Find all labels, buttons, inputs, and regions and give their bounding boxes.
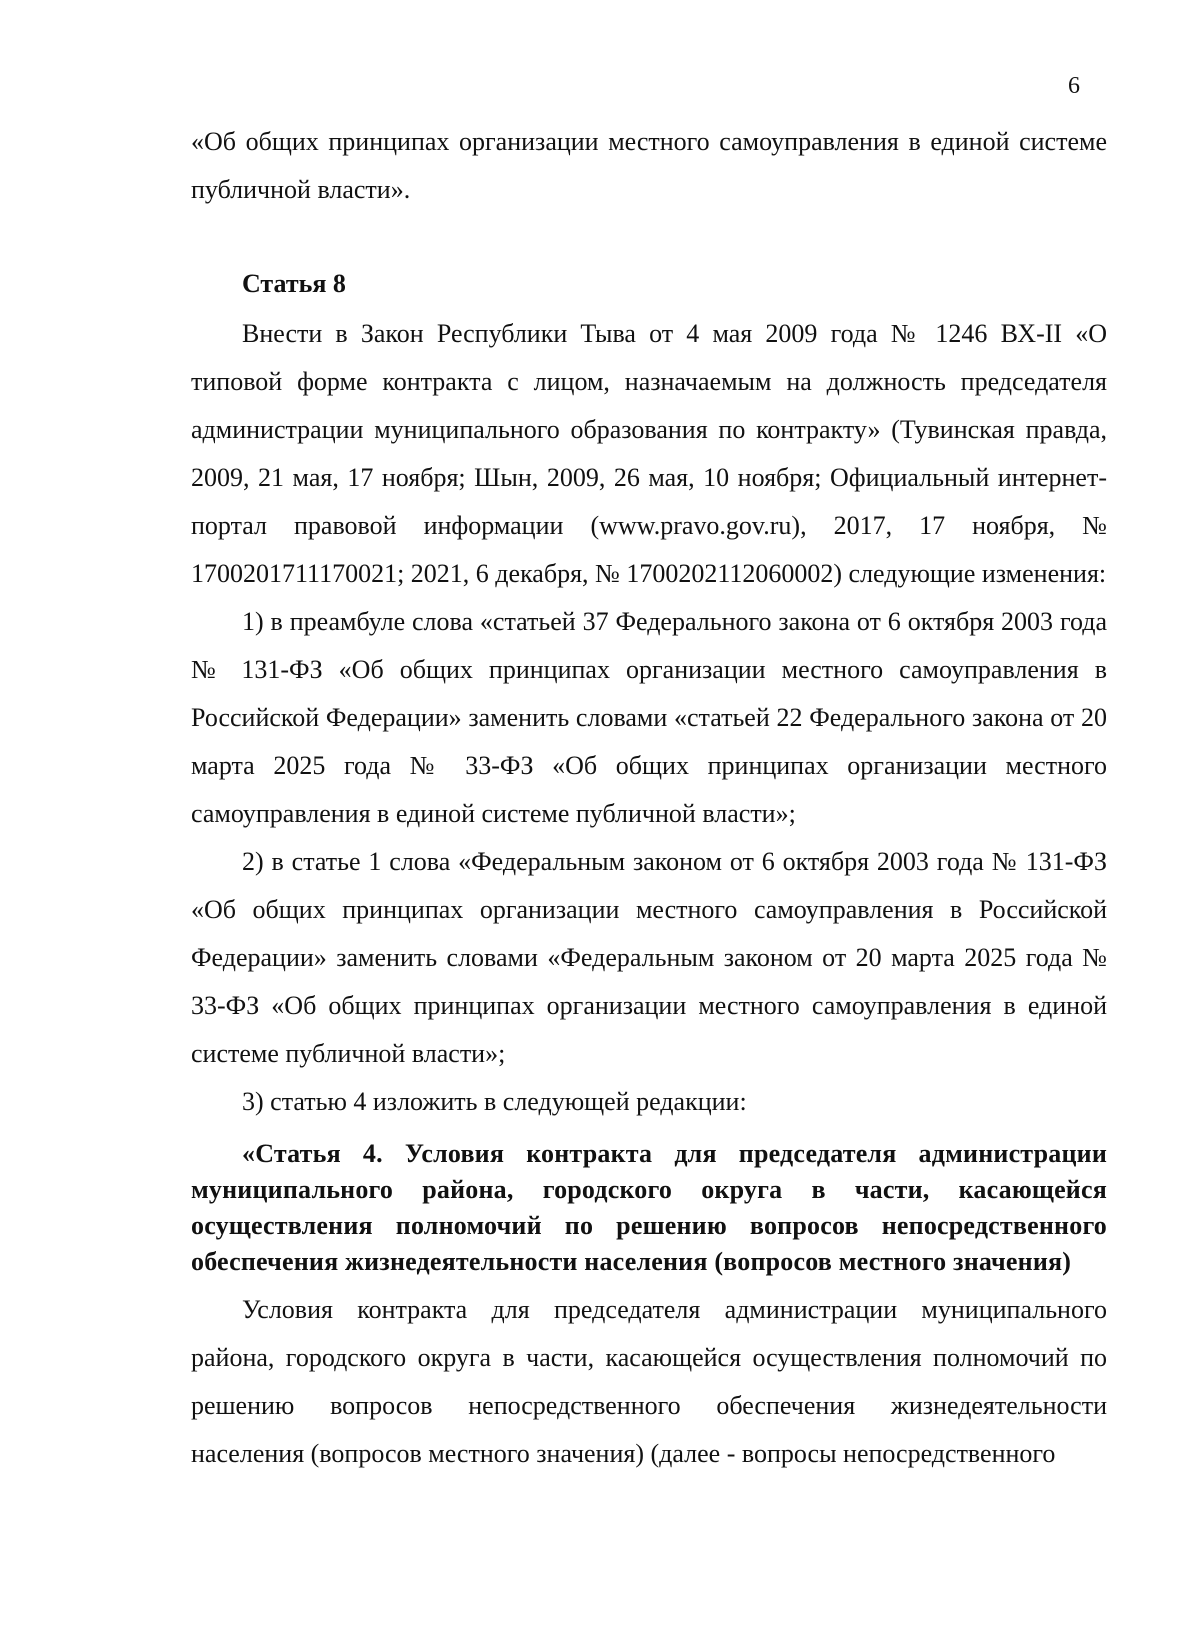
- page-number: 6: [1068, 73, 1080, 99]
- continuation-paragraph: «Об общих принципах организации местного самоуправления в единой системе публичной власти».: [191, 127, 1107, 204]
- article-heading: Статья 8: [242, 269, 346, 298]
- amendment-item-3: 3) статью 4 изложить в следующей редакции:: [242, 1087, 747, 1116]
- document-body: [191, 118, 1107, 1478]
- new-article-heading: «Статья 4. Условия контракта для председателя администрации муниципального района, городского округа в части, касающейся осуществления полномочий по решению вопросов непосредственного обеспечения жизнедеятельности населения (вопросов местного значения): [191, 1139, 1107, 1276]
- new-article-paragraph: Условия контракта для председателя администрации муниципального района, городского округа в части, касающейся осуществления полномочий по решению вопросов непосредственного обеспечения жизнедеятельности населения (вопросов местного значения) (далее - вопросы непосредственного: [191, 1295, 1107, 1468]
- amendment-item-1: 1) в преамбуле слова «статьей 37 Федерального закона от 6 октября 2003 года № 131-ФЗ «Об общих принципах организации местного самоуправления в Российской Федерации» заменить словами «статьей 22 Федерального закона от 20 марта 2025 года № 33-ФЗ «Об общих принципах организации местного самоуправления в единой системе публичной власти»;: [191, 607, 1107, 828]
- amendment-item-2: 2) в статье 1 слова «Федеральным законом от 6 октября 2003 года № 131-ФЗ «Об общих принципах организации местного самоуправления в Российской Федерации» заменить словами «Федеральным законом от 20 марта 2025 года № 33-ФЗ «Об общих принципах организации местного самоуправления в единой системе публичной власти»;: [191, 847, 1107, 1068]
- intro-paragraph: Внести в Закон Республики Тыва от 4 мая 2009 года № 1246 ВХ-II «О типовой форме контракта с лицом, назначаемым на должность председателя администрации муниципального образования по контракту» (Тувинская правда, 2009, 21 мая, 17 ноября; Шын, 2009, 26 мая, 10 ноября; Официальный интернет-портал правовой информации (www.pravo.gov.ru), 2017, 17 ноября, № 1700201711170021; 2021, 6 декабря, № 1700202112060002) следующие изменения:: [191, 319, 1107, 588]
